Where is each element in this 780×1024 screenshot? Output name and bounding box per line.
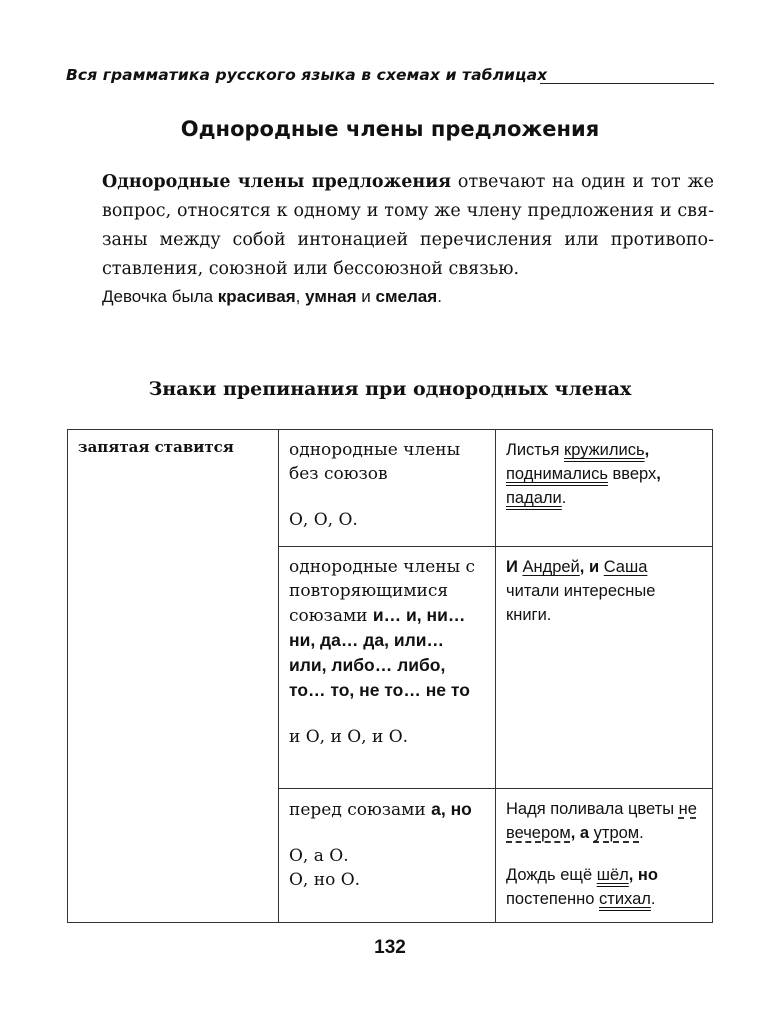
ex-text: . bbox=[639, 824, 644, 842]
ex-predicate: шёл bbox=[596, 866, 629, 884]
rule-label-cell bbox=[68, 430, 279, 923]
example-1 bbox=[506, 797, 702, 845]
ex-comma: , bbox=[656, 465, 661, 483]
example-sep-1: , bbox=[295, 287, 306, 306]
scheme-text: О, а О. bbox=[289, 846, 349, 866]
condition-plain: однородные члены с повторяющимися союзами bbox=[289, 557, 476, 626]
scheme-text: и О, и О, и О. bbox=[289, 727, 409, 747]
example-cell bbox=[496, 430, 713, 547]
condition-text bbox=[289, 555, 485, 703]
ex-adverbial: не вечером bbox=[506, 800, 697, 842]
definition-line-4: ставления, союзной или бессоюзной связью. bbox=[102, 259, 520, 279]
definition-line-1-rest: отвечают на один и тот же bbox=[451, 172, 714, 192]
page-number: 132 bbox=[374, 937, 406, 958]
ex-comma: , bbox=[644, 441, 650, 459]
example-sentence bbox=[102, 287, 442, 307]
definition-paragraph bbox=[102, 168, 714, 284]
condition-plain: перед союзами bbox=[289, 800, 432, 820]
example-sep-2: и bbox=[356, 287, 376, 306]
spacer bbox=[506, 845, 702, 863]
header-text: Вся грамматика русского языка в схемах и таблицах bbox=[66, 66, 548, 84]
running-header bbox=[66, 66, 714, 92]
ex-text: . bbox=[650, 890, 656, 908]
ex-adverbial: утром bbox=[593, 824, 640, 842]
example-cell bbox=[496, 547, 713, 789]
ex-conjunction: , а bbox=[570, 824, 590, 842]
ex-conjunction: И bbox=[506, 558, 518, 576]
definition-line-2: вопрос, относятся к одному и тому же члену предложения и свя- bbox=[102, 201, 714, 221]
ex-predicate: поднимались bbox=[506, 465, 608, 483]
header-rule bbox=[540, 83, 714, 84]
table-row bbox=[68, 430, 713, 547]
ex-text: Дождь ещё bbox=[506, 866, 597, 884]
condition-conjunctions: и… и, ни… ни, да… да, или… или, либо… либо, то… то, не то… не то bbox=[289, 605, 470, 700]
ex-conjunction: , и bbox=[579, 558, 600, 576]
ex-text: Листья bbox=[506, 441, 564, 459]
condition-text: однородные члены без союзов bbox=[289, 440, 461, 484]
scheme-text: О, но О. bbox=[289, 870, 361, 890]
ex-subject: Андрей bbox=[522, 558, 580, 576]
condition-cell bbox=[279, 789, 496, 923]
ex-text: . bbox=[561, 489, 567, 507]
condition-cell bbox=[279, 547, 496, 789]
example-prefix: Девочка была bbox=[102, 287, 218, 306]
ex-predicate: кружились bbox=[563, 441, 645, 459]
condition-cell bbox=[279, 430, 496, 547]
example-word-2: умная bbox=[305, 287, 357, 306]
ex-predicate: стихал bbox=[599, 890, 651, 908]
example-2 bbox=[506, 863, 702, 911]
example-cell bbox=[496, 789, 713, 923]
ex-text: читали интересные книги. bbox=[506, 582, 656, 624]
rule-label: запятая ставится bbox=[78, 438, 234, 456]
ex-text: вверх bbox=[607, 465, 657, 483]
ex-subject: Саша bbox=[603, 558, 648, 576]
definition-term: Однородные члены предложения bbox=[102, 172, 452, 192]
example-word-3: смелая bbox=[375, 287, 438, 306]
punctuation-table bbox=[67, 429, 713, 923]
section-subtitle: Знаки препинания при однородных членах bbox=[148, 378, 632, 400]
example-end: . bbox=[437, 287, 442, 306]
ex-text: Надя поливала цветы bbox=[506, 800, 679, 818]
ex-text: постепенно bbox=[506, 890, 600, 908]
page-title: Однородные члены предложения bbox=[180, 117, 600, 141]
definition-line-3: заны между собой интонацией перечисления или противопо- bbox=[102, 230, 714, 250]
condition-text bbox=[289, 797, 485, 822]
scheme-text: О, О, О. bbox=[289, 510, 358, 530]
condition-conjunctions: а, но bbox=[431, 799, 472, 819]
ex-conjunction: , но bbox=[628, 866, 658, 884]
example-word-1: красивая bbox=[217, 287, 296, 306]
ex-predicate: падали bbox=[506, 489, 562, 507]
definition-line-1 bbox=[102, 168, 714, 197]
